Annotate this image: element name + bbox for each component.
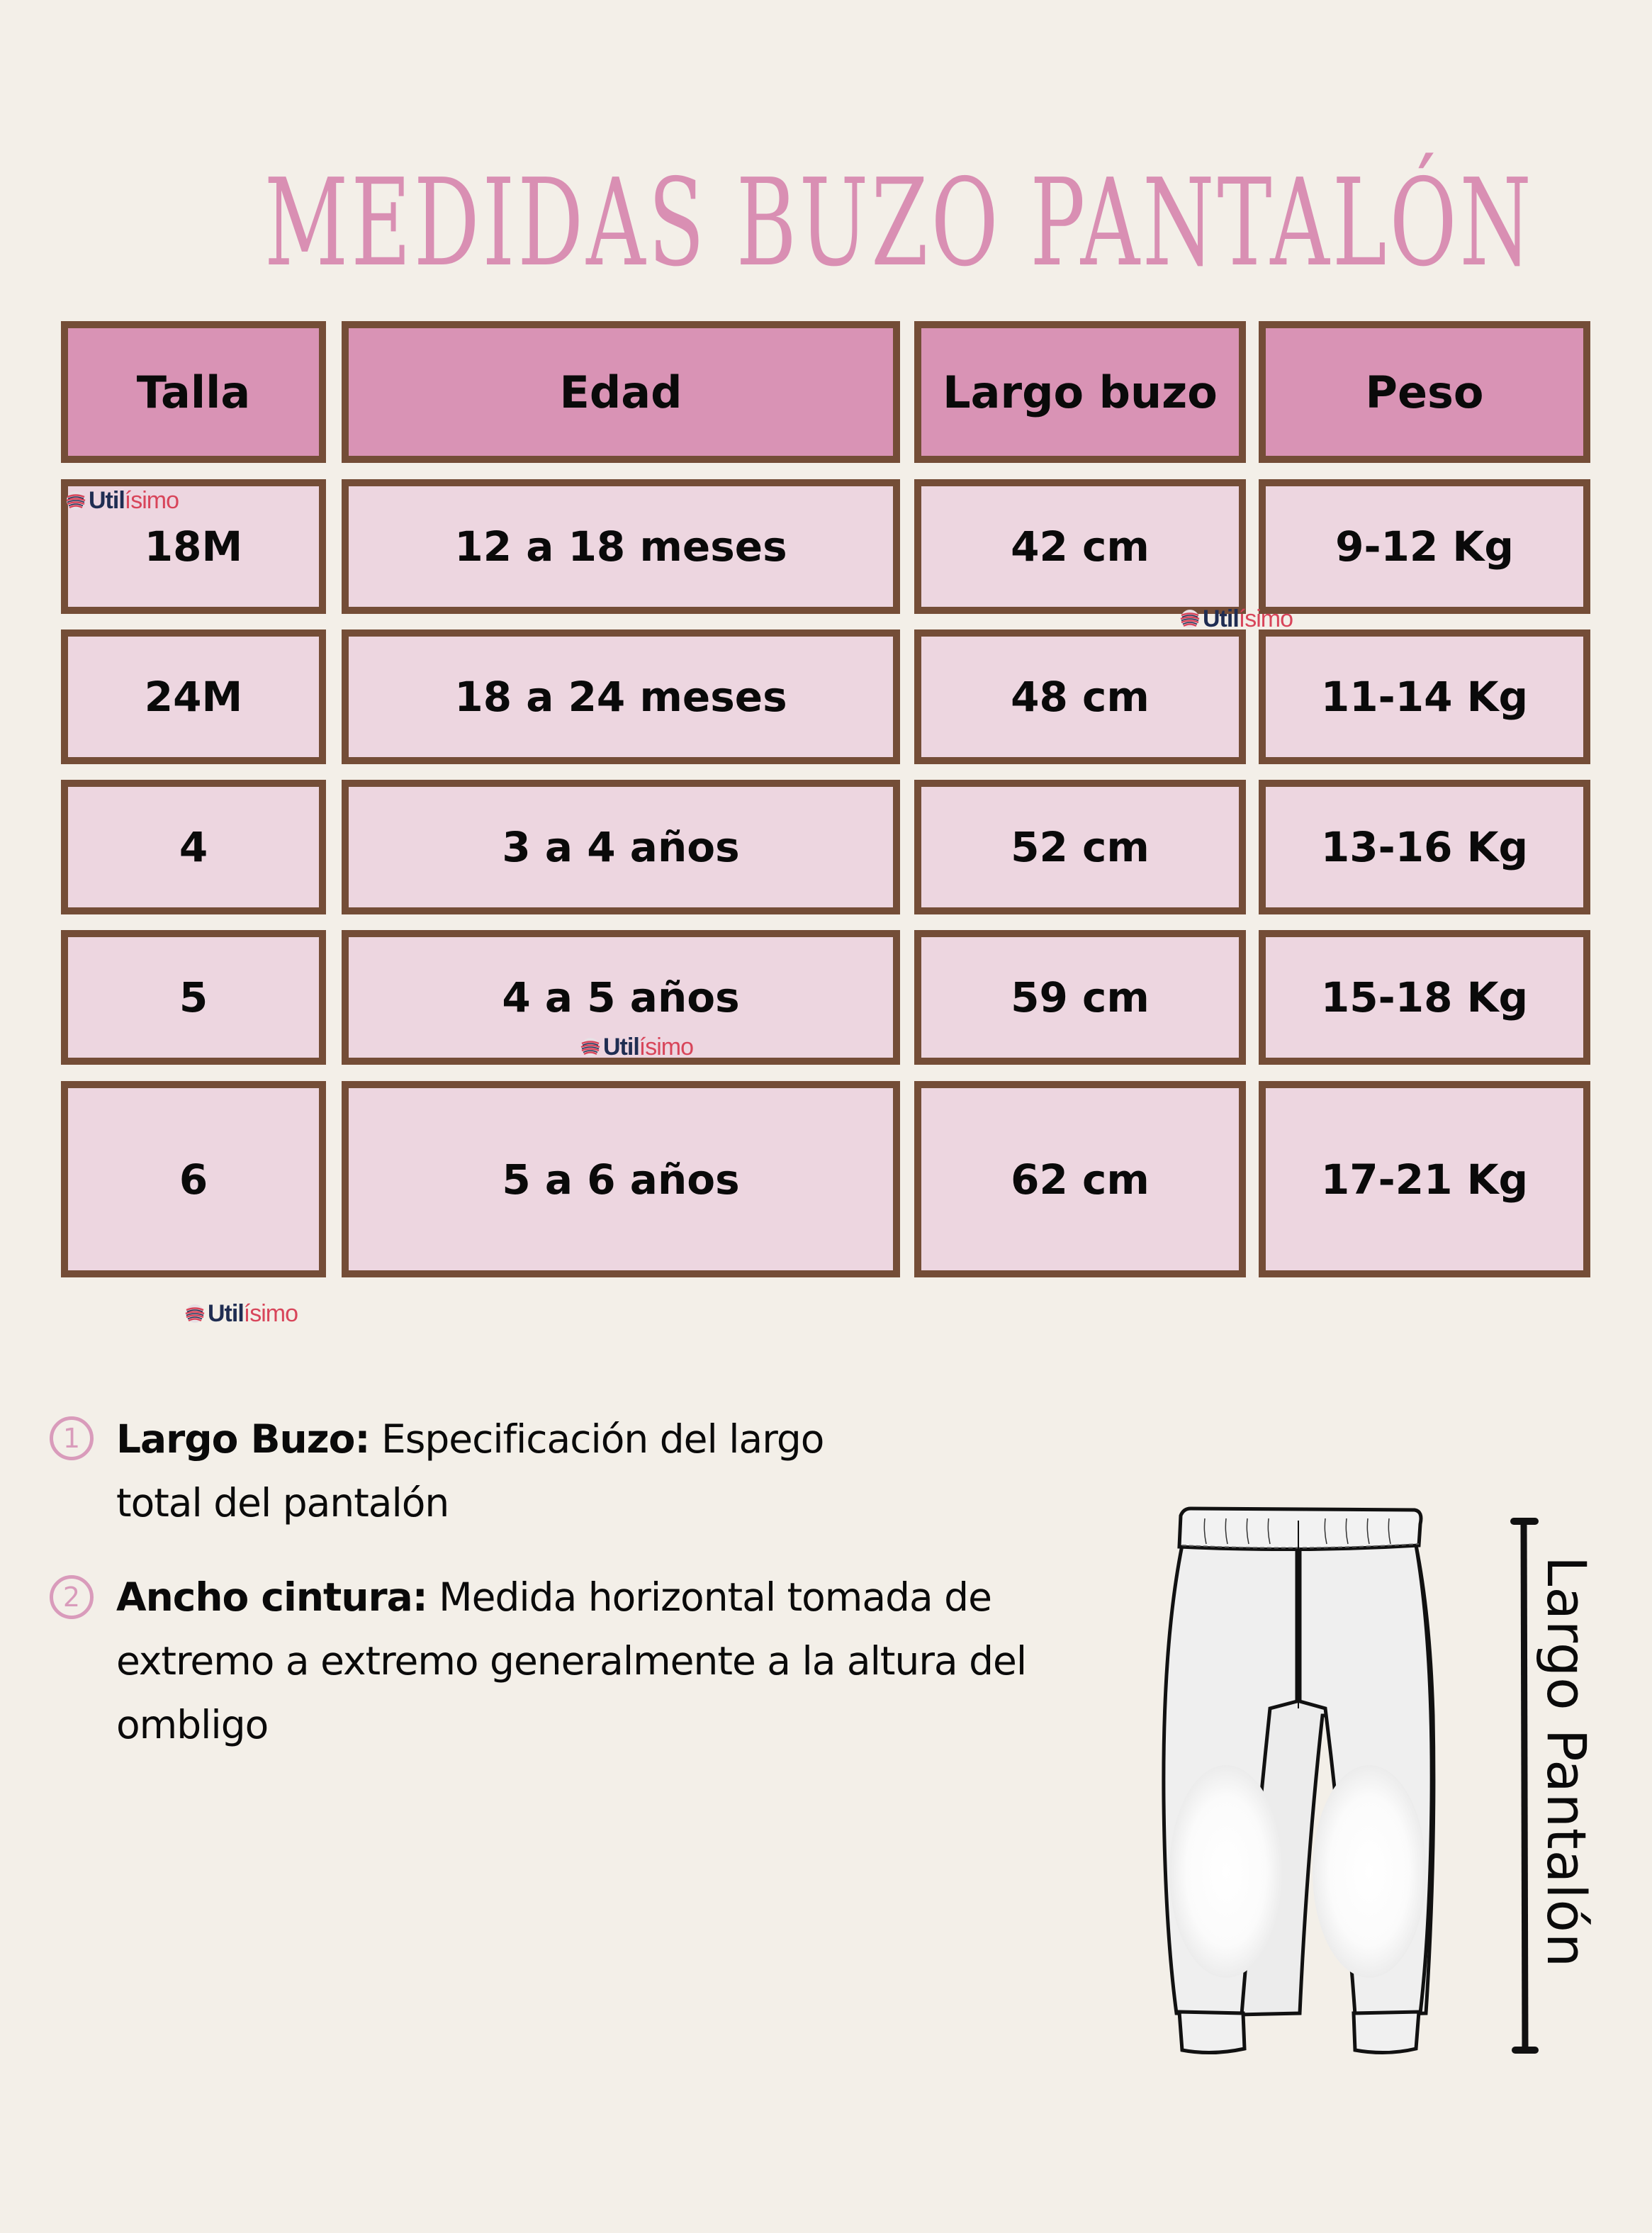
cell-value: 4 — [179, 823, 208, 871]
table-cell-peso — [1259, 1081, 1590, 1277]
header-edad — [342, 321, 900, 463]
note-line: ombligo — [116, 1702, 269, 1747]
header-peso — [1259, 321, 1590, 463]
table-cell-largo — [914, 780, 1246, 914]
watermark-logo — [184, 1299, 298, 1328]
header-label: Largo buzo — [943, 366, 1218, 418]
watermark-text-isimo: ísimo — [124, 486, 179, 514]
note-text: Medida horizontal tomada de — [427, 1574, 991, 1620]
table-cell-talla — [61, 629, 326, 764]
cell-value: 12 a 18 meses — [454, 522, 787, 571]
note-term: Largo Buzo: — [116, 1416, 370, 1462]
note-ancho-cintura — [116, 1565, 1026, 1757]
globe-logo-icon — [1179, 608, 1201, 629]
watermark-logo — [1179, 605, 1293, 633]
pants-illustration — [1148, 1503, 1446, 2084]
cell-value: 42 cm — [1011, 522, 1150, 571]
table-cell-edad — [342, 479, 900, 614]
cell-value: 6 — [179, 1155, 208, 1204]
cell-value: 48 cm — [1011, 673, 1150, 721]
header-label: Talla — [136, 366, 251, 418]
watermark-text-isimo: ísimo — [243, 1299, 298, 1327]
note-number-1-icon: 1 — [50, 1416, 94, 1460]
watermark-text-isimo: ísimo — [639, 1033, 694, 1060]
note-line — [116, 1407, 824, 1471]
watermark-text-isimo: ísimo — [1238, 605, 1293, 632]
table-cell-peso — [1259, 629, 1590, 764]
cell-value: 3 a 4 años — [502, 823, 740, 871]
note-term: Ancho cintura: — [116, 1574, 427, 1620]
cell-value: 18 a 24 meses — [454, 673, 787, 721]
watermark-text-util: Util — [1203, 605, 1239, 632]
cell-value: 52 cm — [1011, 823, 1150, 871]
cell-value: 17-21 Kg — [1320, 1155, 1529, 1204]
watermark-text-util: Util — [89, 486, 125, 514]
table-cell-edad — [342, 1081, 900, 1277]
table-cell-talla — [61, 930, 326, 1065]
header-talla — [61, 321, 326, 463]
cell-value: 62 cm — [1011, 1155, 1150, 1204]
cell-value: 18M — [144, 522, 243, 571]
watermark-logo — [65, 486, 179, 515]
note-number-2-icon: 2 — [50, 1575, 94, 1619]
watermark-text-util: Util — [208, 1299, 244, 1327]
note-line — [116, 1565, 1026, 1629]
cell-value: 4 a 5 años — [502, 973, 740, 1022]
header-label: Peso — [1365, 366, 1484, 418]
globe-logo-icon — [65, 490, 86, 511]
table-cell-peso — [1259, 479, 1590, 614]
table-cell-largo — [914, 930, 1246, 1065]
table-cell-peso — [1259, 780, 1590, 914]
globe-logo-icon — [580, 1036, 601, 1058]
cell-value: 13-16 Kg — [1320, 823, 1529, 871]
cell-value: 59 cm — [1011, 973, 1150, 1022]
header-label: Edad — [559, 366, 682, 418]
watermark-text-util: Util — [603, 1033, 639, 1060]
cell-value: 5 a 6 años — [502, 1155, 740, 1204]
cell-value: 5 — [179, 973, 208, 1022]
note-largo-buzo — [116, 1407, 824, 1535]
table-cell-largo — [914, 479, 1246, 614]
table-cell-edad — [342, 629, 900, 764]
table-cell-largo — [914, 1081, 1246, 1277]
globe-logo-icon — [184, 1303, 206, 1324]
table-cell-talla — [61, 780, 326, 914]
note-line: extremo a extremo generalmente a la altura del — [116, 1638, 1027, 1684]
cell-value: 11-14 Kg — [1320, 673, 1529, 721]
table-cell-talla — [61, 1081, 326, 1277]
note-text: Especificación del largo — [369, 1416, 824, 1462]
page-title: MEDIDAS BUZO PANTALÓN — [264, 153, 1534, 293]
cell-value: 9-12 Kg — [1335, 522, 1514, 571]
cell-value: 24M — [144, 673, 243, 721]
largo-pantalon-label: Largo Pantalón — [1535, 1556, 1598, 1969]
table-cell-largo — [914, 629, 1246, 764]
cell-value: 15-18 Kg — [1320, 973, 1529, 1022]
watermark-logo — [580, 1033, 693, 1061]
table-cell-edad — [342, 780, 900, 914]
table-cell-peso — [1259, 930, 1590, 1065]
header-largo-buzo — [914, 321, 1246, 463]
note-line: total del pantalón — [116, 1480, 449, 1526]
